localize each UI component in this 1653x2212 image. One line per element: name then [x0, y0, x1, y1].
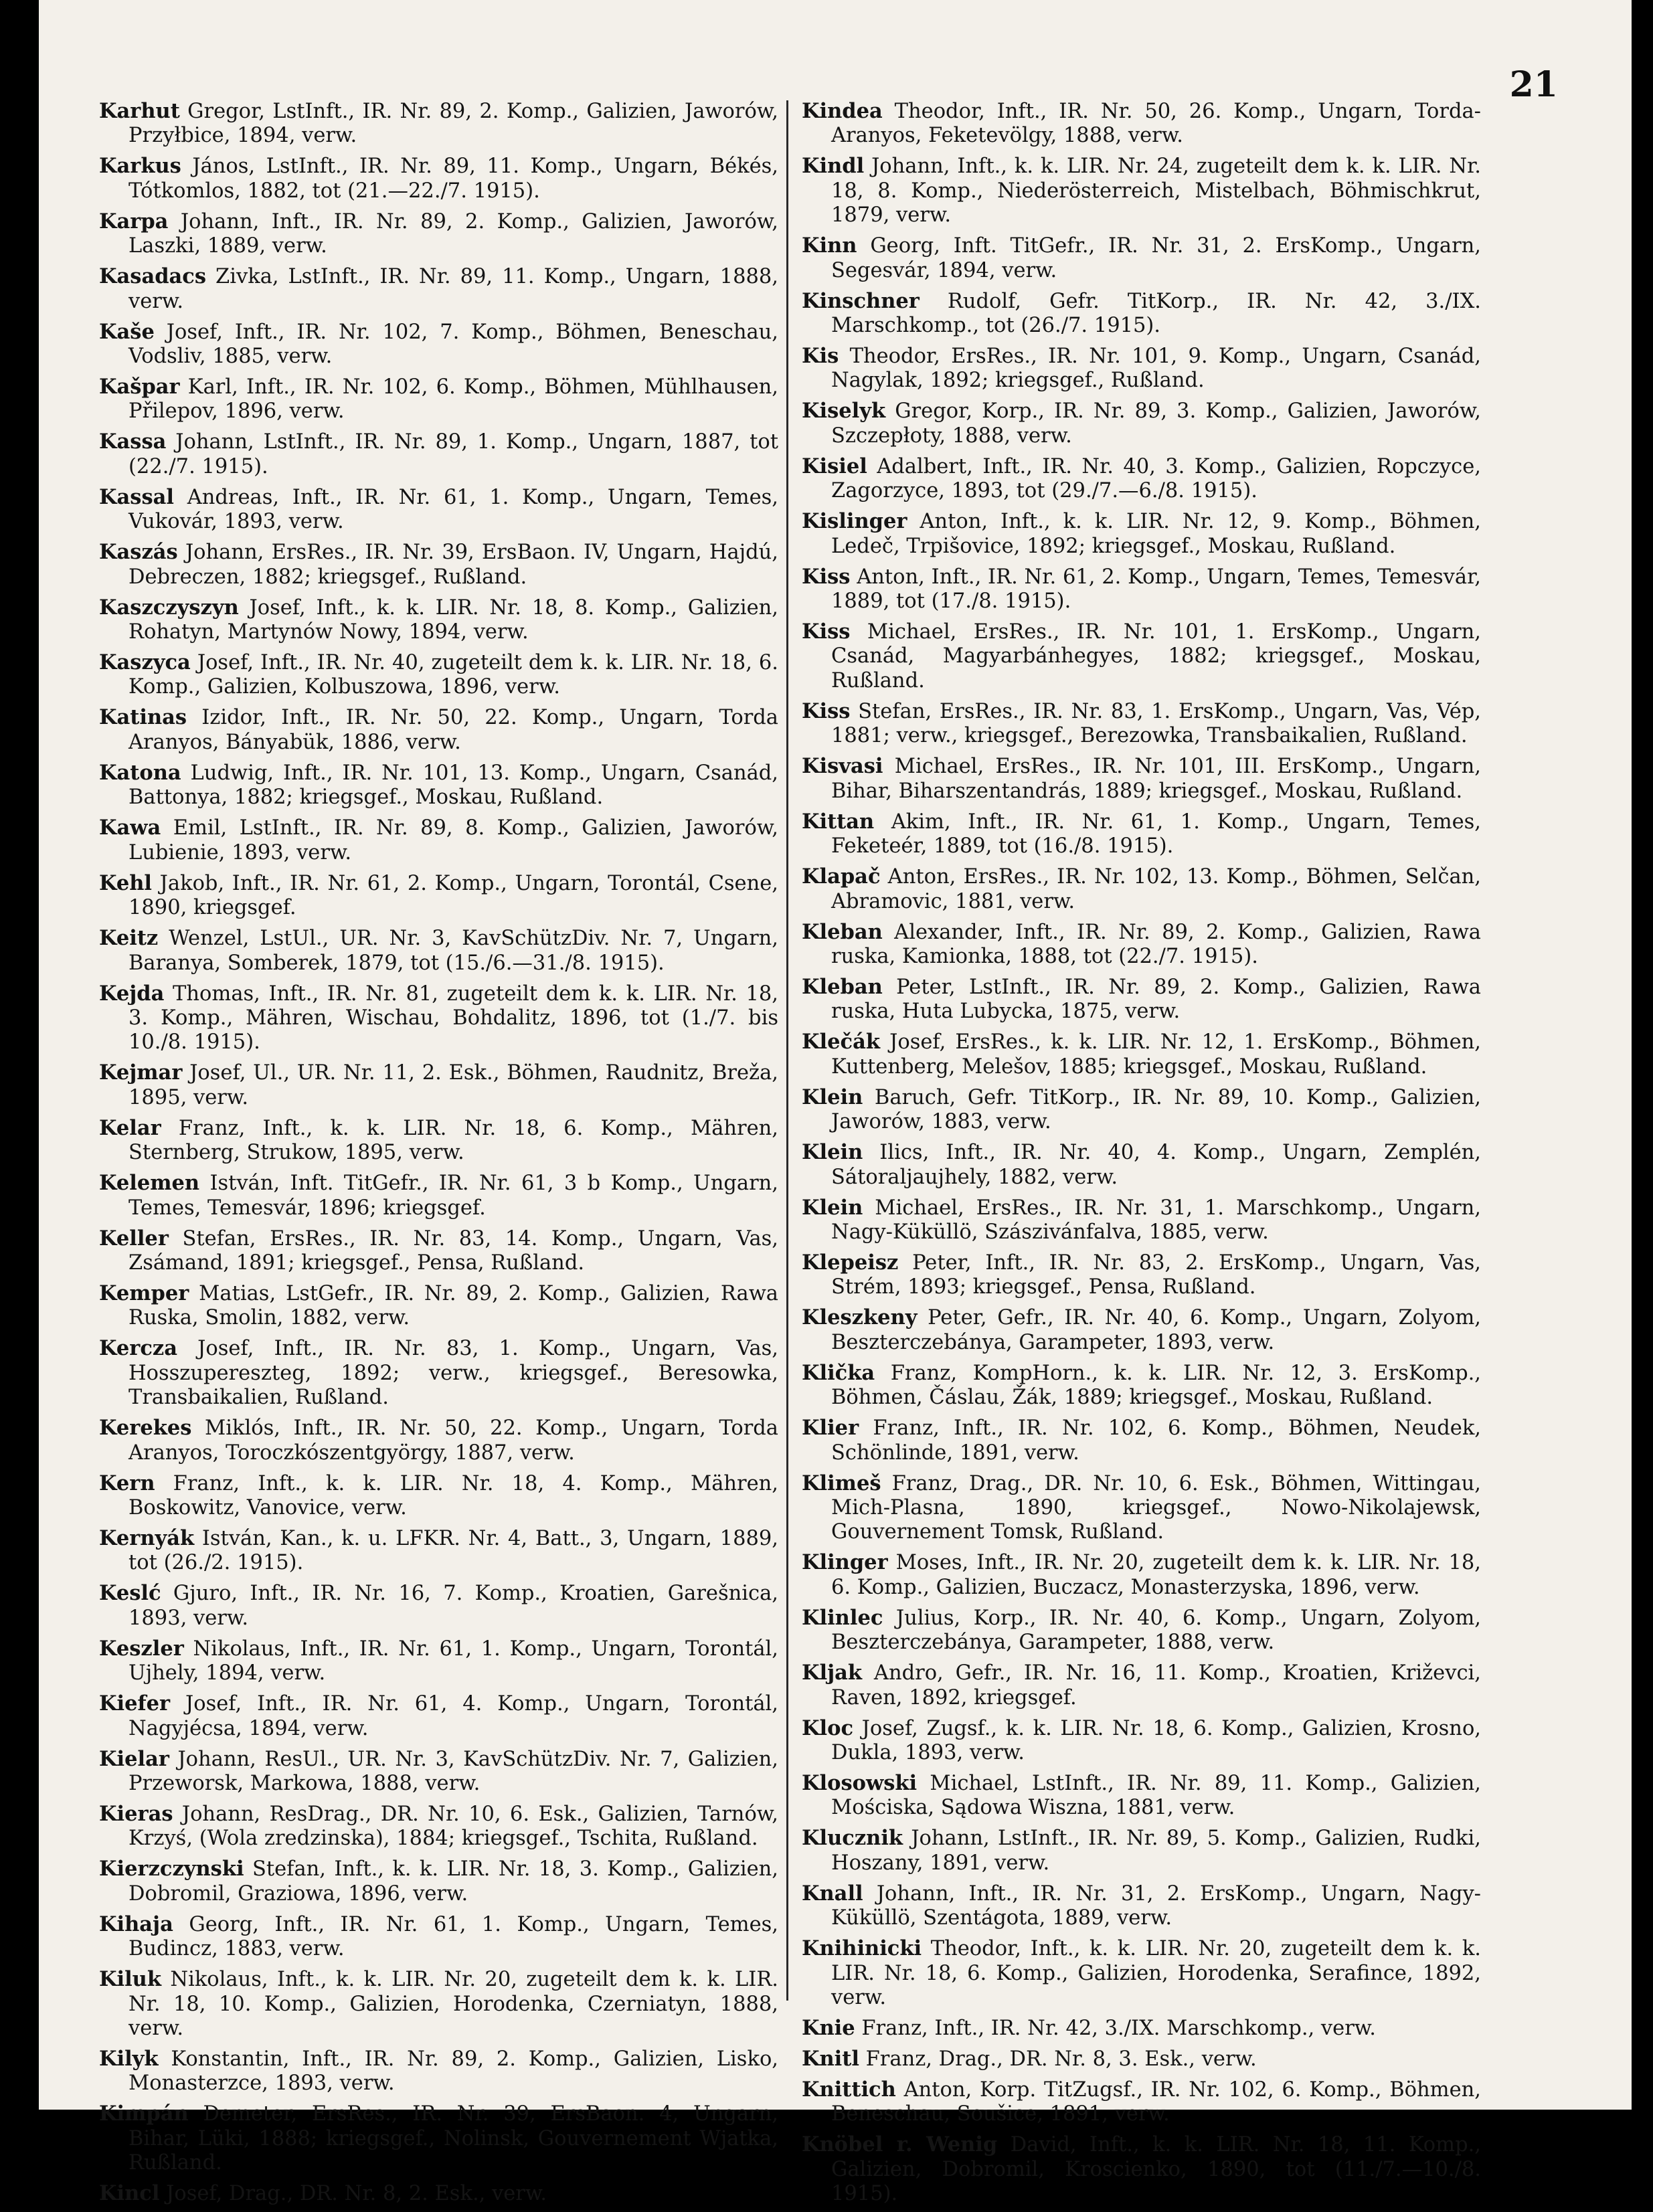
- casualty-entry: [99, 1416, 778, 1465]
- casualty-entry: [99, 430, 778, 479]
- casualty-entry: [802, 1826, 1481, 1875]
- casualty-entry: [802, 1085, 1481, 1135]
- casualty-entry: [802, 1305, 1481, 1355]
- casualty-entry: [802, 154, 1481, 227]
- entry-details: Ludwig, Inft., IR. Nr. 101, 13. Komp., Ungarn, Csanád, Battonya, 1882; kriegsgef., Moskau, Rußland.: [128, 761, 778, 810]
- entry-surname: Kisiel: [802, 454, 867, 478]
- casualty-entry: [99, 761, 778, 810]
- casualty-entry: [802, 1140, 1481, 1190]
- entry-surname: Karkus: [99, 154, 181, 179]
- entry-surname: Kleban: [802, 919, 883, 944]
- entry-surname: Klička: [802, 1360, 875, 1385]
- entry-details: Anton, ErsRes., IR. Nr. 102, 13. Komp., Böhmen, Selčan, Abramovic, 1881, verw.: [831, 865, 1481, 913]
- casualty-entry: [99, 1226, 778, 1276]
- casualty-entry: [802, 1881, 1481, 1931]
- entry-details: Nikolaus, Inft., IR. Nr. 61, 1. Komp., Ungarn, Torontál, Ujhely, 1894, verw.: [128, 1637, 778, 1685]
- entry-surname: Kern: [99, 1471, 155, 1495]
- entry-details: Johann, LstInft., IR. Nr. 89, 5. Komp., Galizien, Rudki, Hoszany, 1891, verw.: [831, 1827, 1481, 1875]
- casualty-entry: [99, 540, 778, 589]
- entry-surname: Kittan: [802, 809, 875, 834]
- entry-surname: Kislinger: [802, 509, 907, 534]
- entry-details: Josef, Inft., IR. Nr. 102, 7. Komp., Böhmen, Beneschau, Vodsliv, 1885, verw.: [128, 320, 778, 369]
- casualty-entry: [802, 1716, 1481, 1766]
- entry-surname: Kihaja: [99, 1912, 173, 1936]
- entry-surname: Kimpán: [99, 2102, 189, 2126]
- entry-surname: Klepeisz: [802, 1250, 899, 1275]
- casualty-entry: [99, 154, 778, 203]
- entry-surname: Kljak: [802, 1661, 863, 1685]
- casualty-entry: [802, 1416, 1481, 1465]
- entry-surname: Kasadacs: [99, 264, 207, 289]
- casualty-entry: [99, 926, 778, 976]
- left-column: [99, 99, 778, 2212]
- entry-surname: Keller: [99, 1226, 169, 1251]
- entry-details: Franz, Inft., k. k. LIR. Nr. 18, 4. Komp., Mähren, Boskowitz, Vanovice, verw.: [128, 1471, 778, 1519]
- entry-surname: Kilyk: [99, 2047, 159, 2071]
- casualty-entry: [99, 1061, 778, 1110]
- entry-details: Stefan, Inft., k. k. LIR. Nr. 18, 3. Komp., Galizien, Dobromil, Graziowa, 1896, verw.: [128, 1857, 778, 1906]
- entry-surname: Klein: [802, 1195, 863, 1220]
- entry-surname: Kassa: [99, 430, 167, 454]
- entry-surname: Klier: [802, 1416, 859, 1441]
- entry-surname: Kindl: [802, 154, 865, 179]
- entry-details: Johann, LstInft., IR. Nr. 89, 1. Komp., Ungarn, 1887, tot (22./7. 1915).: [128, 430, 778, 478]
- entry-surname: Kaszyca: [99, 650, 191, 675]
- entry-surname: Kiss: [802, 564, 851, 589]
- casualty-entry: [802, 1661, 1481, 1710]
- entry-details: Theodor, Inft., IR. Nr. 50, 26. Komp., Ungarn, Torda-Aranyos, Feketevölgy, 1888, verw.: [831, 100, 1481, 148]
- entry-surname: Klein: [802, 1085, 863, 1109]
- entry-surname: Kindea: [802, 99, 883, 123]
- entry-details: Anton, Inft., IR. Nr. 61, 2. Komp., Ungarn, Temes, Temesvár, 1889, tot (17./8. 1915).: [831, 565, 1481, 614]
- entry-surname: Kejda: [99, 981, 165, 1006]
- entry-surname: Kerekes: [99, 1416, 192, 1441]
- entry-surname: Kašpar: [99, 375, 180, 399]
- entry-surname: Kejmar: [99, 1061, 183, 1085]
- entry-surname: Kincl: [99, 2181, 160, 2206]
- casualty-entry: [802, 99, 1481, 149]
- casualty-entry: [802, 399, 1481, 448]
- entry-details: Franz, Inft., IR. Nr. 42, 3./IX. Marschkomp., verw.: [855, 2017, 1376, 2041]
- entry-details: David, Inft., k. k. LIR. Nr. 18, 11. Komp., Galizien, Dobromil, Kroscienko, 1890, tot (11./7.—10./8. 1915).: [831, 2133, 1481, 2206]
- entry-surname: Keitz: [99, 926, 159, 951]
- entry-surname: Klosowski: [802, 1771, 918, 1795]
- entry-details: Zivka, LstInft., IR. Nr. 89, 11. Komp., Ungarn, 1888, verw.: [128, 265, 778, 313]
- entry-details: Demeter, ErsRes., IR. Nr. 39, ErsBaon. 4, Ungarn, Bihar, Lüki, 1888; kriegsgef., Nolinsk, Gouvernement Wjatka, Rußland.: [128, 2102, 778, 2175]
- casualty-entry: [99, 320, 778, 369]
- casualty-entry: [99, 1637, 778, 1686]
- entry-surname: Kercza: [99, 1336, 177, 1361]
- entry-details: Franz, Drag., DR. Nr. 10, 6. Esk., Böhmen, Wittingau, Mich-Plasna, 1890, kriegsgef., Nowo-Nikolajewsk, Gouvernement Tomsk, Rußland.: [831, 1471, 1481, 1544]
- entry-surname: Knöbel r. Wenig: [802, 2132, 998, 2157]
- entry-surname: Kiss: [802, 620, 851, 644]
- entry-surname: Keslć: [99, 1581, 161, 1606]
- entry-surname: Kaše: [99, 319, 155, 344]
- entry-details: Johann, Inft., IR. Nr. 31, 2. ErsKomp., Ungarn, Nagy-Küküllö, Szentágota, 1889, verw.: [831, 1881, 1481, 1930]
- entry-surname: Kielar: [99, 1746, 169, 1771]
- casualty-entry: [802, 454, 1481, 504]
- entry-surname: Kieras: [99, 1802, 173, 1826]
- entry-surname: Kiefer: [99, 1691, 171, 1716]
- casualty-entry: [802, 1936, 1481, 2010]
- casualty-entry: [802, 699, 1481, 749]
- right-column: [802, 99, 1481, 2212]
- casualty-entry: [99, 2102, 778, 2175]
- entry-details: Michael, ErsRes., IR. Nr. 31, 1. Marschkomp., Ungarn, Nagy-Küküllö, Szászivánfalva, 1885, verw.: [831, 1196, 1481, 1244]
- casualty-entry: [99, 1171, 778, 1220]
- casualty-entry: [802, 565, 1481, 614]
- entry-details: Gjuro, Inft., IR. Nr. 16, 7. Komp., Kroatien, Garešnica, 1893, verw.: [128, 1582, 778, 1630]
- casualty-entry: [802, 1471, 1481, 1545]
- casualty-entry: [99, 1857, 778, 1906]
- entry-details: Josef, ErsRes., k. k. LIR. Nr. 12, 1. ErsKomp., Böhmen, Kuttenberg, Melešov, 1885; kriegsgef., Moskau, Rußland.: [831, 1030, 1481, 1079]
- entry-surname: Knie: [802, 2016, 855, 2041]
- entry-surname: Kaszczyszyn: [99, 595, 239, 620]
- casualty-entry: [99, 1747, 778, 1796]
- entry-details: Theodor, Inft., k. k. LIR. Nr. 20, zugeteilt dem k. k. LIR. Nr. 18, 6. Komp., Galizien, Horodenka, Serafince, 1892, verw.: [831, 1937, 1481, 2010]
- entry-surname: Knittich: [802, 2078, 896, 2102]
- entry-details: Baruch, Gefr. TitKorp., IR. Nr. 89, 10. Komp., Galizien, Jaworów, 1883, verw.: [831, 1085, 1481, 1134]
- entry-details: Adalbert, Inft., IR. Nr. 40, 3. Komp., Galizien, Ropczyce, Zagorzyce, 1893, tot (29./7.—6./8. 1915).: [831, 454, 1481, 503]
- casualty-entry: [802, 1550, 1481, 1600]
- casualty-entry: [802, 810, 1481, 859]
- page-number: 21: [1509, 64, 1558, 105]
- entry-surname: Knihinicki: [802, 1936, 922, 1961]
- entry-surname: Klein: [802, 1140, 863, 1165]
- entry-details: Gregor, LstInft., IR. Nr. 89, 2. Komp., Galizien, Jaworów, Przyłbice, 1894, verw.: [128, 100, 778, 148]
- entry-details: Josef, Inft., IR. Nr. 83, 1. Komp., Ungarn, Vas, Hosszupereszteg, 1892; verw., kriegsgef., Beresowka, Transbaikalien, Rußland.: [128, 1337, 778, 1410]
- casualty-entry: [802, 1771, 1481, 1821]
- entry-surname: Karhut: [99, 99, 180, 123]
- casualty-entry: [802, 975, 1481, 1024]
- entry-details: Johann, Inft., IR. Nr. 89, 2. Komp., Galizien, Jaworów, Laszki, 1889, verw.: [128, 209, 778, 258]
- casualty-entry: [802, 1196, 1481, 1245]
- casualty-entry: [802, 509, 1481, 559]
- entry-surname: Kernyák: [99, 1526, 195, 1550]
- casualty-entry: [99, 1336, 778, 1410]
- entry-surname: Kemper: [99, 1281, 189, 1305]
- entry-surname: Kis: [802, 344, 839, 369]
- entry-details: János, LstInft., IR. Nr. 89, 11. Komp., Ungarn, Békés, Tótkomlos, 1882, tot (21.—22./7. 1915).: [128, 155, 778, 203]
- casualty-entry: [99, 1471, 778, 1521]
- casualty-entry: [99, 264, 778, 314]
- entry-surname: Kleban: [802, 974, 883, 999]
- entry-surname: Knall: [802, 1881, 863, 1906]
- casualty-entry: [99, 816, 778, 865]
- casualty-entry: [802, 754, 1481, 804]
- entry-surname: Klečák: [802, 1030, 880, 1054]
- entry-surname: Kiselyk: [802, 399, 886, 424]
- casualty-entry: [802, 344, 1481, 393]
- entry-details: Anton, Inft., k. k. LIR. Nr. 12, 9. Komp., Böhmen, Ledeč, Trpišovice, 1892; kriegsgef., Moskau, Rußland.: [831, 510, 1481, 558]
- casualty-entry: [99, 1526, 778, 1576]
- entry-details: Josef, Ul., UR. Nr. 11, 2. Esk., Böhmen, Raudnitz, Breža, 1895, verw.: [128, 1061, 778, 1109]
- entry-details: Ilics, Inft., IR. Nr. 40, 4. Komp., Ungarn, Zemplén, Sátoraljaujhely, 1882, verw.: [831, 1141, 1481, 1189]
- entry-details: Akim, Inft., IR. Nr. 61, 1. Komp., Ungarn, Temes, Feketeér, 1889, tot (16./8. 1915).: [831, 810, 1481, 858]
- entry-details: István, Kan., k. u. LFKR. Nr. 4, Batt., 3, Ungarn, 1889, tot (26./2. 1915).: [128, 1526, 778, 1575]
- entry-surname: Kiluk: [99, 1967, 161, 1992]
- casualty-entry: [802, 864, 1481, 914]
- entry-surname: Kiss: [802, 699, 851, 723]
- entry-details: Andreas, Inft., IR. Nr. 61, 1. Komp., Ungarn, Temes, Vukovár, 1893, verw.: [128, 485, 778, 534]
- entry-details: Franz, KompHorn., k. k. LIR. Nr. 12, 3. ErsKomp., Böhmen, Čáslau, Žák, 1889; kriegsgef., Moskau, Rußland.: [831, 1361, 1481, 1410]
- casualty-entry: [99, 485, 778, 535]
- entry-surname: Kinschner: [802, 288, 920, 313]
- entry-surname: Kassal: [99, 484, 174, 509]
- entry-surname: Klapač: [802, 864, 881, 889]
- entry-details: Michael, ErsRes., IR. Nr. 101, 1. ErsKomp., Ungarn, Csanád, Magyarbánhegyes, 1882; kriegsgef., Moskau, Rußland.: [831, 620, 1481, 693]
- casualty-entry: [802, 2132, 1481, 2206]
- entry-details: Franz, Inft., k. k. LIR. Nr. 18, 6. Komp., Mähren, Sternberg, Strukow, 1895, verw.: [128, 1116, 778, 1165]
- casualty-entry: [99, 1912, 778, 1962]
- entry-surname: Karpa: [99, 209, 169, 234]
- entry-details: Michael, ErsRes., IR. Nr. 101, III. ErsKomp., Ungarn, Bihar, Biharszentandrás, 1889; kriegsgef., Moskau, Rußland.: [831, 755, 1481, 803]
- casualty-entry: [99, 2181, 778, 2206]
- entry-details: Georg, Inft., IR. Nr. 61, 1. Komp., Ungarn, Temes, Budincz, 1883, verw.: [128, 1912, 778, 1961]
- casualty-entry: [99, 1116, 778, 1166]
- casualty-entry: [99, 2047, 778, 2096]
- entry-details: Josef, Inft., IR. Nr. 61, 4. Komp., Ungarn, Torontál, Nagyjécsa, 1894, verw.: [128, 1692, 778, 1740]
- entry-details: Wenzel, LstUl., UR. Nr. 3, KavSchützDiv. Nr. 7, Ungarn, Baranya, Somberek, 1879, tot (15./6.—31./8. 1915).: [128, 927, 778, 975]
- entry-surname: Keszler: [99, 1636, 184, 1661]
- document-page: [39, 0, 1632, 2206]
- casualty-entry: [99, 1581, 778, 1631]
- casualty-entry: [802, 2016, 1481, 2041]
- casualty-entry: [99, 1281, 778, 1331]
- entry-details: Johann, ErsRes., IR. Nr. 39, ErsBaon. IV, Ungarn, Hajdú, Debreczen, 1882; kriegsgef., Rußland.: [128, 541, 778, 589]
- entry-details: Johann, Inft., k. k. LIR. Nr. 24, zugeteilt dem k. k. LIR. Nr. 18, 8. Komp., Niederösterreich, Mistelbach, Böhmischkrut, 1879, verw.: [831, 155, 1481, 227]
- casualty-entry: [99, 705, 778, 755]
- entry-details: Josef, Inft., k. k. LIR. Nr. 18, 8. Komp., Galizien, Rohatyn, Martynów Nowy, 1894, verw.: [128, 595, 778, 644]
- entry-details: Franz, Inft., IR. Nr. 102, 6. Komp., Böhmen, Neudek, Schönlinde, 1891, verw.: [831, 1416, 1481, 1465]
- entry-surname: Katinas: [99, 705, 187, 730]
- entry-details: Jakob, Inft., IR. Nr. 61, 2. Komp., Ungarn, Torontál, Csene, 1890, kriegsgef.: [128, 871, 778, 920]
- entry-surname: Kinn: [802, 234, 857, 258]
- casualty-entry: [99, 1802, 778, 1851]
- casualty-entry: [802, 2047, 1481, 2071]
- entry-surname: Knitl: [802, 2047, 859, 2071]
- entry-details: Karl, Inft., IR. Nr. 102, 6. Komp., Böhmen, Mühlhausen, Přilepov, 1896, verw.: [128, 375, 778, 424]
- casualty-entry: [99, 982, 778, 1055]
- casualty-entry: [99, 595, 778, 645]
- casualty-entry: [802, 234, 1481, 283]
- entry-details: Peter, Gefr., IR. Nr. 40, 6. Komp., Ungarn, Zolyom, Beszterczebánya, Garampeter, 1893, verw.: [831, 1306, 1481, 1354]
- entry-details: Matias, LstGefr., IR. Nr. 89, 2. Komp., Galizien, Rawa Ruska, Smolin, 1882, verw.: [128, 1281, 778, 1330]
- casualty-entry: [99, 99, 778, 149]
- entry-details: Peter, LstInft., IR. Nr. 89, 2. Komp., Galizien, Rawa ruska, Huta Lubycka, 1875, verw.: [831, 975, 1481, 1024]
- entry-details: István, Inft. TitGefr., IR. Nr. 61, 3 b Komp., Ungarn, Temes, Temesvár, 1896; kriegsgef.: [128, 1172, 778, 1220]
- entry-details: Moses, Inft., IR. Nr. 20, zugeteilt dem k. k. LIR. Nr. 18, 6. Komp., Galizien, Buczacz, Monasterzyska, 1896, verw.: [831, 1551, 1481, 1599]
- entry-surname: Kierzczynski: [99, 1857, 244, 1881]
- casualty-entry: [99, 871, 778, 921]
- casualty-entry: [802, 1606, 1481, 1655]
- entry-details: Johann, ResDrag., DR. Nr. 10, 6. Esk., Galizien, Tarnów, Krzyś, (Wola zredzinska), 1884; kriegsgef., Tschita, Rußland.: [128, 1803, 778, 1851]
- entry-details: Josef, Inft., IR. Nr. 40, zugeteilt dem k. k. LIR. Nr. 18, 6. Komp., Galizien, Kolbuszowa, 1896, verw.: [128, 651, 778, 699]
- entry-surname: Kaszás: [99, 540, 178, 565]
- entry-details: Nikolaus, Inft., k. k. LIR. Nr. 20, zugeteilt dem k. k. LIR. Nr. 18, 10. Komp., Galizien, Horodenka, Czerniatyn, 1888, verw.: [128, 1968, 778, 2041]
- entry-surname: Kisvasi: [802, 754, 883, 779]
- casualty-entry: [802, 620, 1481, 693]
- entry-details: Rudolf, Gefr. TitKorp., IR. Nr. 42, 3./IX. Marschkomp., tot (26./7. 1915).: [831, 289, 1481, 338]
- casualty-entry: [802, 1030, 1481, 1079]
- entry-surname: Katona: [99, 760, 181, 785]
- casualty-entry: [99, 209, 778, 259]
- entry-details: Michael, LstInft., IR. Nr. 89, 11. Komp., Galizien, Mościska, Sądowa Wiszna, 1881, verw.: [831, 1772, 1481, 1820]
- entry-surname: Klimeš: [802, 1471, 881, 1495]
- entry-details: Anton, Korp. TitZugsf., IR. Nr. 102, 6. Komp., Böhmen, Beneschau, Soušice, 1891, verw.: [831, 2078, 1481, 2126]
- casualty-entry: [802, 920, 1481, 970]
- entry-details: Thomas, Inft., IR. Nr. 81, zugeteilt dem k. k. LIR. Nr. 18, 3. Komp., Mähren, Wischau, Bohdalitz, 1896, tot (1./7. bis 10./8. 1915).: [128, 982, 778, 1054]
- entry-surname: Klucznik: [802, 1826, 903, 1851]
- entry-details: Franz, Drag., DR. Nr. 8, 3. Esk., verw.: [859, 2047, 1257, 2071]
- entry-details: Josef, Zugsf., k. k. LIR. Nr. 18, 6. Komp., Galizien, Krosno, Dukla, 1893, verw.: [831, 1716, 1481, 1764]
- casualty-entry: [99, 1691, 778, 1741]
- column-divider: [786, 100, 788, 2001]
- entry-surname: Kelar: [99, 1115, 161, 1140]
- entry-surname: Kelemen: [99, 1171, 200, 1196]
- entry-surname: Kehl: [99, 870, 153, 895]
- entry-surname: Kleszkeny: [802, 1305, 918, 1330]
- entry-details: Alexander, Inft., IR. Nr. 89, 2. Komp., Galizien, Rawa ruska, Kamionka, 1888, tot (22./7. 1915).: [831, 920, 1481, 968]
- casualty-entry: [99, 650, 778, 700]
- entry-details: Konstantin, Inft., IR. Nr. 89, 2. Komp., Galizien, Lisko, Monasterzce, 1893, verw.: [128, 2047, 778, 2096]
- casualty-entry: [802, 1251, 1481, 1300]
- entry-details: Emil, LstInft., IR. Nr. 89, 8. Komp., Galizien, Jaworów, Lubienie, 1893, verw.: [128, 816, 778, 864]
- entry-details: Peter, Inft., IR. Nr. 83, 2. ErsKomp., Ungarn, Vas, Strém, 1893; kriegsgef., Pensa, Rußland.: [831, 1251, 1481, 1299]
- entry-details: Theodor, ErsRes., IR. Nr. 101, 9. Komp., Ungarn, Csanád, Nagylak, 1892; kriegsgef., Rußland.: [831, 345, 1481, 393]
- entry-surname: Kloc: [802, 1716, 854, 1740]
- entry-details: Miklós, Inft., IR. Nr. 50, 22. Komp., Ungarn, Torda Aranyos, Toroczkószentgyörgy, 1887, verw.: [128, 1416, 778, 1465]
- entry-surname: Klinger: [802, 1550, 888, 1575]
- entry-details: Georg, Inft. TitGefr., IR. Nr. 31, 2. ErsKomp., Ungarn, Segesvár, 1894, verw.: [831, 234, 1481, 282]
- casualty-entry: [802, 1361, 1481, 1410]
- entry-details: Johann, ResUl., UR. Nr. 3, KavSchützDiv. Nr. 7, Galizien, Przeworsk, Markowa, 1888, verw.: [128, 1747, 778, 1795]
- entry-details: Julius, Korp., IR. Nr. 40, 6. Komp., Ungarn, Zolyom, Beszterczebánya, Garampeter, 1888, verw.: [831, 1606, 1481, 1655]
- entry-details: Gregor, Korp., IR. Nr. 89, 3. Komp., Galizien, Jaworów, Szczepłoty, 1888, verw.: [831, 399, 1481, 448]
- casualty-entry: [802, 2078, 1481, 2127]
- entry-surname: Kawa: [99, 816, 161, 840]
- entry-details: Andro, Gefr., IR. Nr. 16, 11. Komp., Kroatien, Križevci, Raven, 1892, kriegsgef.: [831, 1661, 1481, 1710]
- casualty-entry: [99, 1967, 778, 2041]
- casualty-entry: [802, 289, 1481, 339]
- entry-surname: Klinlec: [802, 1605, 883, 1630]
- entry-details: Stefan, ErsRes., IR. Nr. 83, 1. ErsKomp., Ungarn, Vas, Vép, 1881; verw., kriegsgef., Berezowka, Transbaikalien, Rußland.: [831, 699, 1481, 748]
- entry-details: Josef, Drag., DR. Nr. 8, 2. Esk., verw.: [159, 2182, 547, 2206]
- entry-details: Stefan, ErsRes., IR. Nr. 83, 14. Komp., Ungarn, Vas, Zsámand, 1891; kriegsgef., Pensa, Rußland.: [128, 1226, 778, 1275]
- entry-details: Izidor, Inft., IR. Nr. 50, 22. Komp., Ungarn, Torda Aranyos, Bányabük, 1886, verw.: [128, 706, 778, 754]
- casualty-entry: [99, 375, 778, 424]
